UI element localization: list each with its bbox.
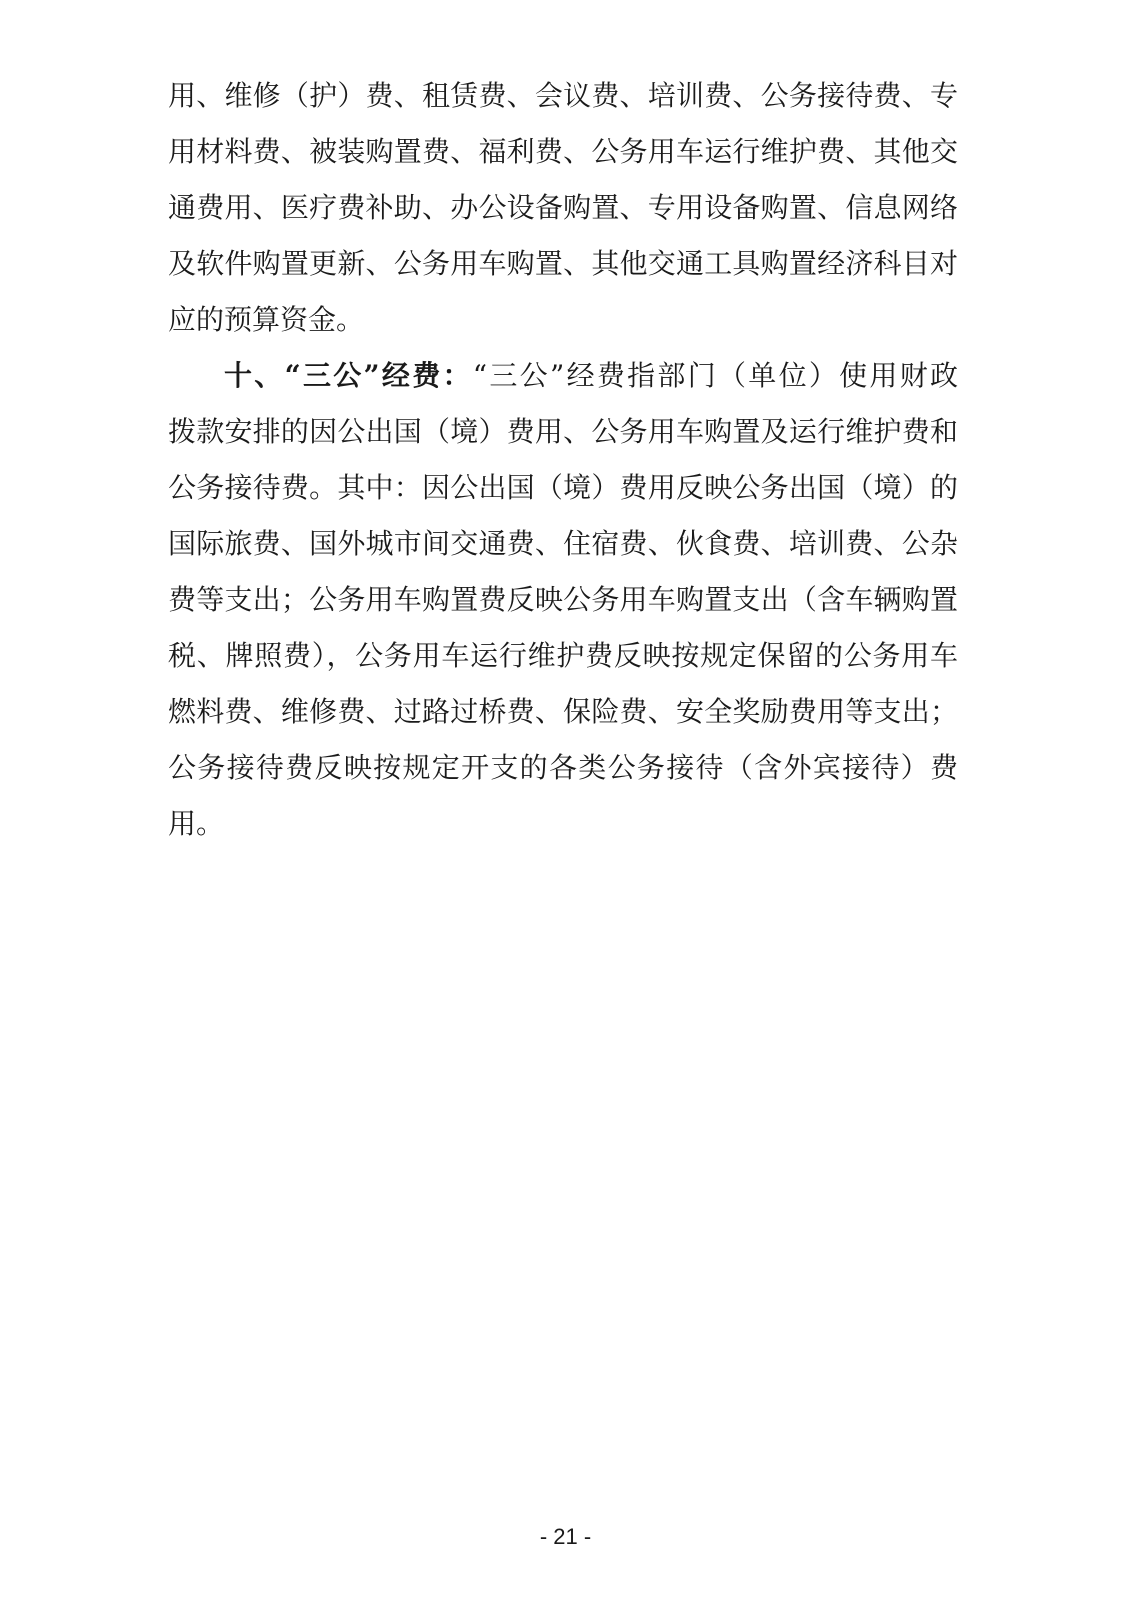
paragraph-1-line-1: 用、维修（护）费、租赁费、会议费、培训费、公务接待费、专	[168, 79, 958, 112]
paragraph-2-line-7: 燃料费、维修费、过路过桥费、保险费、安全奖励费用等支出；	[168, 695, 958, 728]
section-heading-rest: “三公”经费指部门（单位）使用财政	[472, 359, 958, 392]
paragraph-1-line-4: 及软件购置更新、公务用车购置、其他交通工具购置经济科目对	[168, 247, 958, 280]
page-number: - 21 -	[539, 1524, 592, 1549]
paragraph-1-line-2: 用材料费、被装购置费、福利费、公务用车运行维护费、其他交	[168, 135, 958, 168]
paragraph-2-line-9: 用。	[168, 807, 225, 840]
section-heading: 十、“三公”经费：	[224, 359, 473, 392]
paragraph-1-line-5: 应的预算资金。	[168, 303, 365, 336]
paragraph-2-line-1	[224, 356, 958, 396]
paragraph-2-line-5: 费等支出；公务用车购置费反映公务用车购置支出（含车辆购置	[168, 583, 958, 616]
paragraph-1-line-3: 通费用、医疗费补助、办公设备购置、专用设备购置、信息网络	[168, 191, 958, 224]
paragraph-2-line-4: 国际旅费、国外城市间交通费、住宿费、伙食费、培训费、公杂	[168, 527, 958, 560]
paragraph-2-line-8: 公务接待费反映按规定开支的各类公务接待（含外宾接待）费	[168, 751, 958, 784]
paragraph-2-line-2: 拨款安排的因公出国（境）费用、公务用车购置及运行维护费和	[168, 415, 958, 448]
paragraph-2-line-6: 税、牌照费），公务用车运行维护费反映按规定保留的公务用车	[168, 639, 958, 672]
paragraph-2-line-3: 公务接待费。其中：因公出国（境）费用反映公务出国（境）的	[168, 471, 958, 504]
